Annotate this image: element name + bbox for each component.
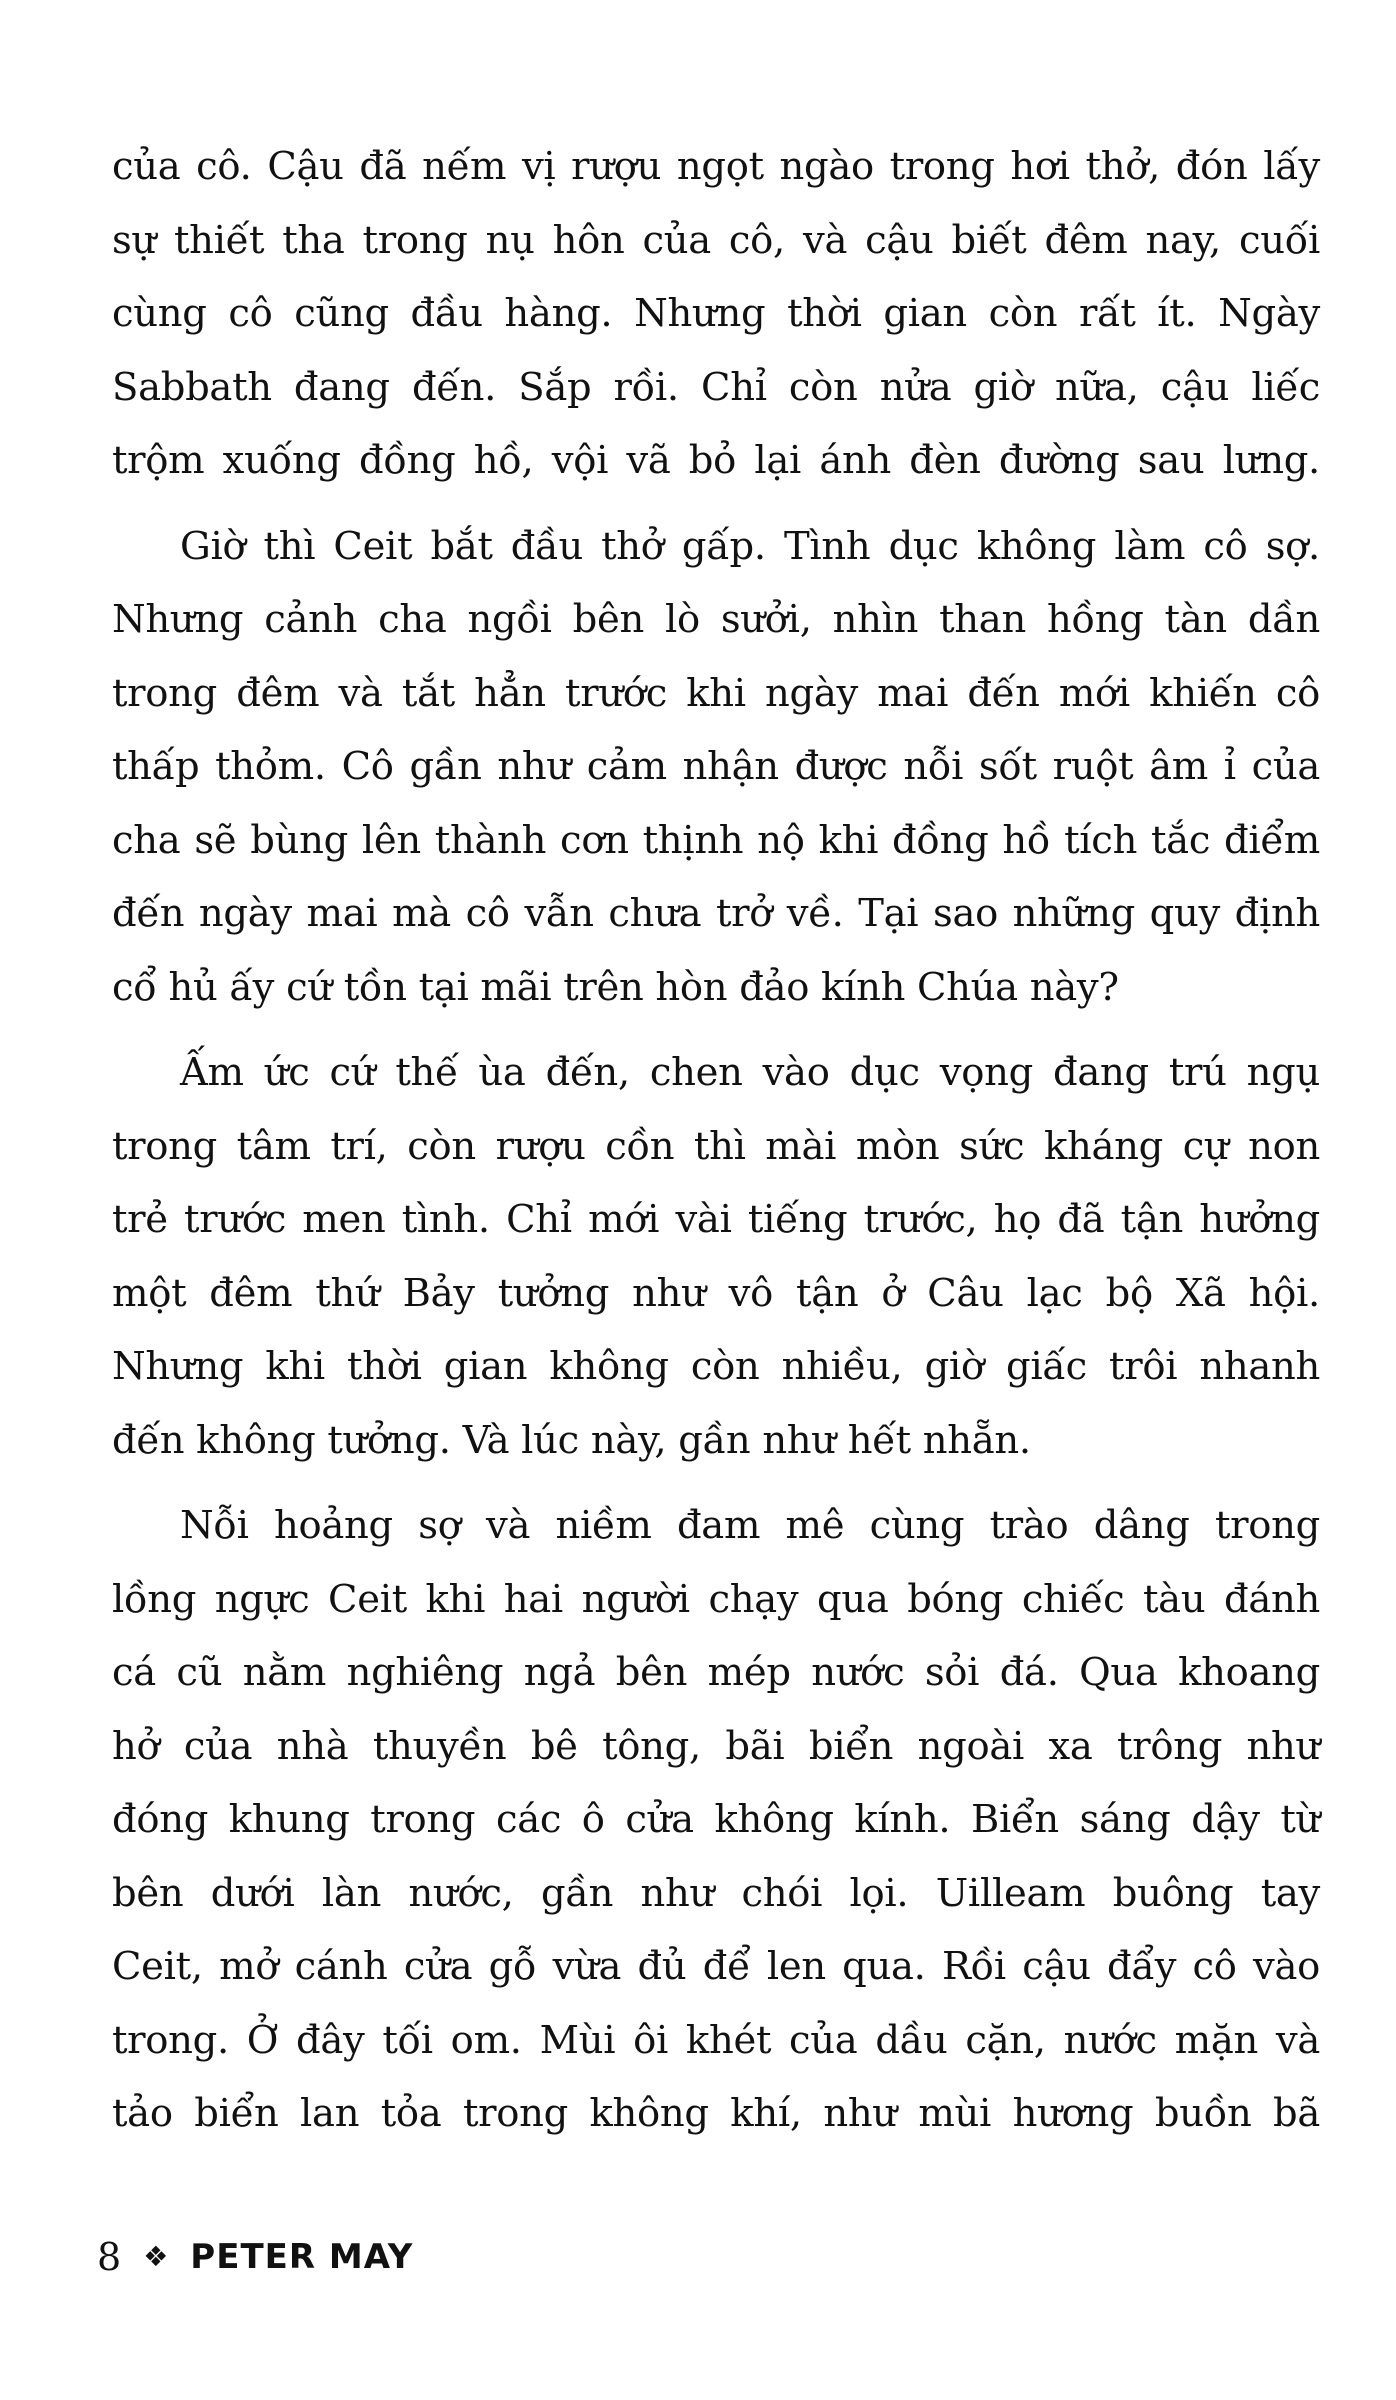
text-line: Ceit, mở cánh cửa gỗ vừa đủ để len qua. Rồi cậu đẩy cô vào (112, 1944, 1320, 1989)
text-line: đến ngày mai mà cô vẫn chưa trở về. Tại sao những quy định (112, 891, 1320, 936)
page-footer (97, 2235, 414, 2279)
author-name: PETER MAY (190, 2237, 414, 2277)
diamond-ornament-icon: ❖ (143, 2240, 169, 2273)
body-text (112, 130, 1320, 2151)
text-line: Ấm ức cứ thế ùa đến, chen vào dục vọng đang trú ngụ (180, 1050, 1320, 1095)
text-line: cùng cô cũng đầu hàng. Nhưng thời gian còn rất ít. Ngày (112, 291, 1320, 336)
text-line: Nhưng khi thời gian không còn nhiều, giờ giấc trôi nhanh (112, 1344, 1320, 1389)
text-line: Nỗi hoảng sợ và niềm đam mê cùng trào dâng trong (180, 1503, 1320, 1548)
paragraph-3 (112, 1036, 1320, 1477)
text-line: hở của nhà thuyền bê tông, bãi biển ngoài xa trông như (112, 1723, 1320, 1769)
text-line: trong đêm và tắt hẳn trước khi ngày mai đến mới khiến cô (112, 670, 1320, 716)
text-line: bên dưới làn nước, gần như chói lọi. Uilleam buông tay (112, 1870, 1320, 1916)
text-line: của cô. Cậu đã nếm vị rượu ngọt ngào trong hơi thở, đón lấy (112, 144, 1320, 189)
text-line: tảo biển lan tỏa trong không khí, như mùi hương buồn bã (112, 2091, 1320, 2136)
text-line: trộm xuống đồng hồ, vội vã bỏ lại ánh đèn đường sau lưng. (112, 438, 1320, 483)
text-line: cha sẽ bùng lên thành cơn thịnh nộ khi đồng hồ tích tắc điểm (112, 817, 1320, 863)
text-line: cổ hủ ấy cứ tồn tại mãi trên hòn đảo kính Chúa này? (112, 964, 1119, 1010)
paragraph-4 (112, 1489, 1320, 2151)
text-line: lồng ngực Ceit khi hai người chạy qua bóng chiếc tàu đánh (112, 1576, 1320, 1622)
text-line: Giờ thì Ceit bắt đầu thở gấp. Tình dục không làm cô sợ. (180, 523, 1320, 569)
text-line: đến không tưởng. Và lúc này, gần như hết nhẵn. (112, 1417, 1031, 1463)
text-line: cá cũ nằm nghiêng ngả bên mép nước sỏi đá. Qua khoang (112, 1650, 1320, 1695)
text-line: Sabbath đang đến. Sắp rồi. Chỉ còn nửa giờ nữa, cậu liếc (112, 364, 1320, 410)
text-line: trong tâm trí, còn rượu cồn thì mài mòn sức kháng cự non (112, 1123, 1320, 1169)
page-number: 8 (97, 2235, 122, 2279)
text-line: sự thiết tha trong nụ hôn của cô, và cậu biết đêm nay, cuối (112, 217, 1320, 263)
text-line: thấp thỏm. Cô gần như cảm nhận được nỗi sốt ruột âm ỉ của (112, 744, 1320, 789)
text-line: Nhưng cảnh cha ngồi bên lò sưởi, nhìn than hồng tàn dần (112, 597, 1320, 642)
text-line: trẻ trước men tình. Chỉ mới vài tiếng trước, họ đã tận hưởng (112, 1197, 1320, 1242)
paragraph-2 (112, 510, 1320, 1025)
text-line: một đêm thứ Bảy tưởng như vô tận ở Câu lạc bộ Xã hội. (112, 1270, 1320, 1316)
text-line: trong. Ở đây tối om. Mùi ôi khét của dầu cặn, nước mặn và (112, 2017, 1320, 2063)
text-line: đóng khung trong các ô cửa không kính. Biển sáng dậy từ (112, 1797, 1320, 1842)
paragraph-1 (112, 130, 1320, 498)
